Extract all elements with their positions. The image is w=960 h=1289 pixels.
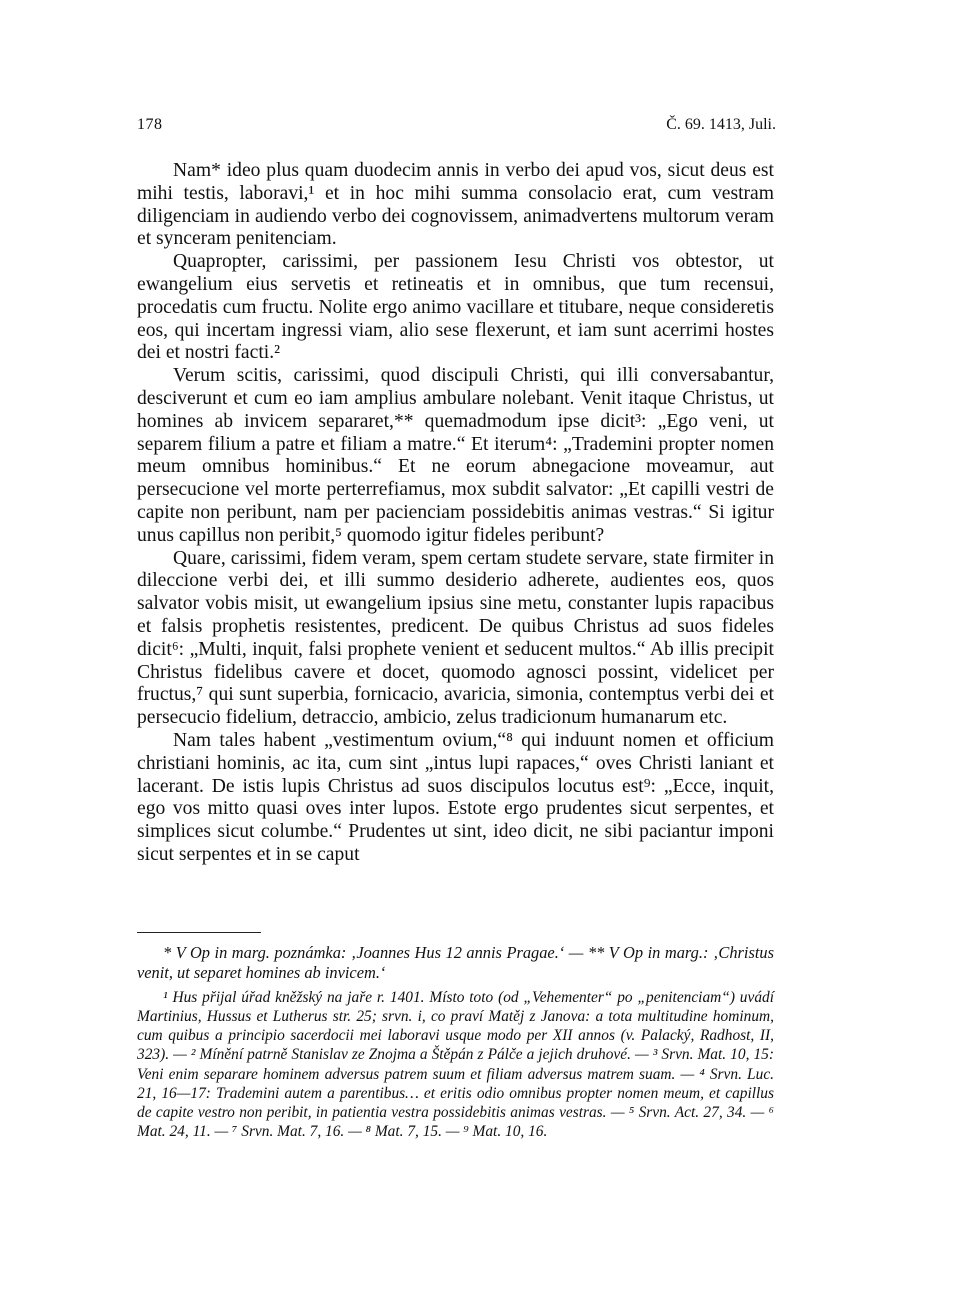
paragraph-2: Quapropter, carissimi, per passionem Iesu Christi vos obtestor, ut ewangelium eius servetis et retineatis et in omnibus, que tum recensui, procedatis cum fructu. Nolite ergo animo vacillare et titubare, neque consideretis eos, qui incertam ingressi viam, alio sese flexerunt, et iam sunt acerrimi hostes dei et nostri facti.² (137, 251, 774, 364)
paragraph-4: Quare, carissimi, fidem veram, spem certam studete servare, state firmiter in dileccione verbi dei, et illi summo desiderio adherete, audientes eos, quos salvator vobis misit, ut ewangelium ipsius sine metu, constanter lupis rapacibus et falsis prophetis resistentes, predicent. De quibus Christus ad suos fideles dicit⁶: „Multi, inquit, falsi prophete venient et seducent multos.“ Ab illis precipit Christus fidelibus cavere et docet, quomodo agnosci possint, videlicet per fructus,⁷ qui sunt superbia, fornicacio, avaricia, simonia, contemptus verbi dei et persecucio fidelium, detraccio, ambicio, zelus tradicionum humanarum etc. (137, 547, 774, 729)
running-head: Č. 69. 1413, Juli. (666, 116, 776, 133)
footnote-star: * V Op in marg. poznámka: ‚Joannes Hus 12 annis Pragae.‘ — ** V Op in marg.: ‚Christus venit, ut separet homines ab invicem.‘ (137, 943, 774, 983)
footnotes (137, 943, 774, 1145)
footnote-numbered: ¹ Hus přijal úřad kněžský na jaře r. 1401. Místo toto (od „Vehementer“ po „penitenciam“) uvádí Martinius, Hussus et Lutherus str. 25; srvn. i, co praví Matěj z Janova: a tota multitudine hominum, cum quibus a principio sacerdocii mei laboravi usque modo per XII annos (v. Palacký, Radhost, II, 323). — ² Mínění patrně Stanislav ze Znojma a Štěpán z Pálče a jejich druhové. — ³ Srvn. Mat. 10, 15: Veni enim separare hominem adversus patrem suum et filiam adversus matrem suam. — ⁴ Srvn. Luc. 21, 16—17: Trademini autem a parentibus… et eritis odio omnibus propter nomen meum, et capillus de capite vestro non peribit, in patientia vestra possidebitis animas vestras. — ⁵ Srvn. Act. 27, 34. — ⁶ Mat. 24, 11. — ⁷ Srvn. Mat. 7, 16. — ⁸ Mat. 7, 15. — ⁹ Mat. 10, 16. (137, 988, 774, 1141)
main-text (137, 160, 774, 867)
footnote-rule (137, 932, 261, 933)
paragraph-5: Nam tales habent „vestimentum ovium,“⁸ qui induunt nomen et officium christiani hominis, ac ita, cum sint „intus lupi rapaces,“ oves Christi laniant et lacerant. De istis lupis Christus ad suos discipulos locutus est⁹: „Ecce, inquit, ego vos mitto quasi oves inter lupos. Estote ergo prudentes sicut serpentes, et simplices sicut columbe.“ Prudentes ut sint, ideo dicit, ne sibi paciantur imponi sicut serpentes et in se caput (137, 729, 774, 865)
page-number: 178 (137, 116, 163, 133)
paragraph-1: Nam* ideo plus quam duodecim annis in verbo dei apud vos, sicut deus est mihi testis, laboravi,¹ et in hoc mihi summa consolacio erat, cum vestram diligenciam in audiendo verbo dei cognovissem, animadvertens multorum veram et synceram penitenciam. (137, 160, 774, 250)
paragraph-3: Verum scitis, carissimi, quod discipuli Christi, qui illi conversabantur, desciverunt et cum eo iam amplius ambulare nolebant. Venit itaque Christus, ut homines ab invicem separaret,** quemadmodum ipse dicit³: „Ego veni, ut separem filium a patre et filiam a matre.“ Et iterum⁴: „Trademini propter nomen meum omnibus hominibus.“ Et ne eorum abnegacione moveamur, aut persecucione vel morte perterrefiamus, mox subdit salvator: „Et capilli vestri de capite non peribunt, nam per pacienciam possidebitis animas vestras.“ Si igitur unus capillus non peribit,⁵ quomodo igitur fideles peribunt? (137, 365, 774, 546)
page-header (137, 116, 776, 134)
